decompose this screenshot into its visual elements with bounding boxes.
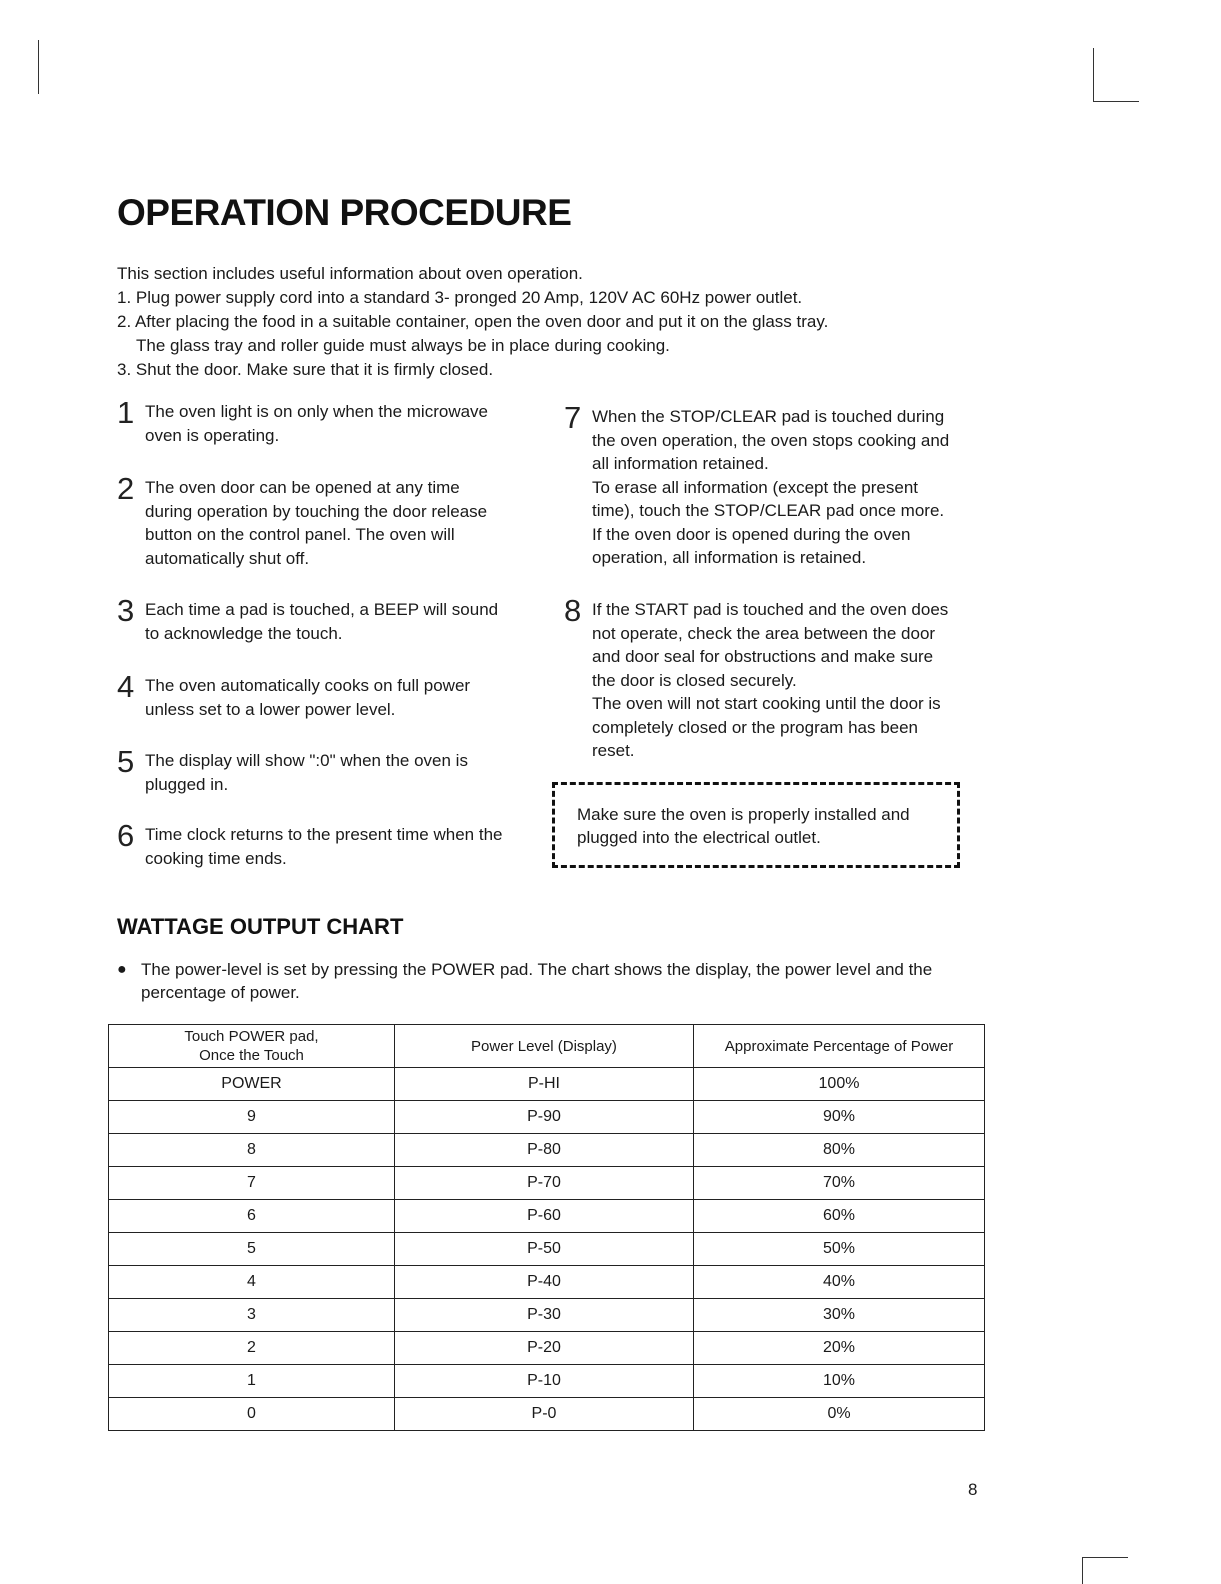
bullet-icon: ● — [117, 961, 127, 978]
note-number: 7 — [564, 400, 582, 435]
table-row — [109, 1233, 985, 1266]
note-line: The oven door can be opened at any time — [145, 478, 460, 497]
note-line: When the STOP/CLEAR pad is touched during — [592, 407, 945, 426]
note-line: If the START pad is touched and the oven does — [592, 600, 949, 619]
corner-mark — [1082, 1557, 1128, 1558]
corner-mark — [1093, 101, 1139, 102]
note-text — [592, 598, 948, 763]
column-header-percentage: Approximate Percentage of Power — [694, 1025, 985, 1068]
note-text — [145, 598, 498, 645]
note-line: cooking time ends. — [145, 848, 287, 868]
column-header-line: Touch POWER pad, — [184, 1028, 319, 1045]
note-number: 4 — [117, 669, 135, 704]
note-line: oven is operating. — [145, 425, 280, 445]
table-cell: P-50 — [395, 1233, 694, 1266]
table-cell: 60% — [694, 1200, 985, 1233]
note-line: the door is closed securely. — [592, 670, 797, 690]
table-cell: 7 — [109, 1167, 395, 1200]
table-cell: 9 — [109, 1101, 395, 1134]
note-text — [592, 405, 949, 570]
table-cell: 0 — [109, 1398, 395, 1431]
table-cell: P-HI — [395, 1068, 694, 1101]
table-row — [109, 1332, 985, 1365]
note-text — [145, 400, 488, 447]
note-line: The oven will not start cooking until the door is — [592, 694, 941, 713]
note-2 — [117, 471, 537, 570]
table-cell: P-10 — [395, 1365, 694, 1398]
note-number: 2 — [117, 471, 135, 506]
margin-mark — [38, 40, 39, 94]
note-line: Time clock returns to the present time when the — [145, 825, 503, 844]
intro-step-continued: The glass tray and roller guide must always be in place during cooking. — [136, 336, 670, 355]
notice-line: plugged into the electrical outlet. — [577, 828, 821, 847]
note-line: during operation by touching the door release — [145, 501, 488, 521]
note-line: The display will show ":0" when the oven is — [145, 751, 468, 770]
note-line: and door seal for obstructions and make sure — [592, 647, 934, 666]
note-7 — [564, 400, 989, 570]
corner-mark — [1082, 1557, 1083, 1584]
note-line: The oven light is on only when the microwave — [145, 402, 489, 421]
note-number: 8 — [564, 593, 582, 628]
intro-step: 1. Plug power supply cord into a standard 3- pronged 20 Amp, 120V AC 60Hz power outlet. — [117, 288, 803, 307]
table-row — [109, 1134, 985, 1167]
note-number: 3 — [117, 593, 135, 628]
table-cell: 80% — [694, 1134, 985, 1167]
table-row — [109, 1068, 985, 1101]
note-line: To erase all information (except the present — [592, 477, 919, 497]
note-line: reset. — [592, 741, 635, 760]
note-number: 6 — [117, 818, 135, 853]
note-text — [145, 674, 470, 721]
wattage-description — [117, 958, 997, 1004]
table-row — [109, 1200, 985, 1233]
note-1 — [117, 395, 537, 447]
table-cell: P-80 — [395, 1134, 694, 1167]
table-cell: 20% — [694, 1332, 985, 1365]
table-cell: 4 — [109, 1266, 395, 1299]
wattage-chart-title: WATTAGE OUTPUT CHART — [117, 914, 404, 939]
table-cell: 10% — [694, 1365, 985, 1398]
table-row — [109, 1266, 985, 1299]
note-line: plugged in. — [145, 774, 229, 794]
table-row — [109, 1398, 985, 1431]
table-cell: P-60 — [395, 1200, 694, 1233]
intro-step: 2. After placing the food in a suitable container, open the oven door and put it on the glass tray. — [117, 312, 829, 331]
table-row — [109, 1365, 985, 1398]
note-number: 1 — [117, 395, 135, 430]
note-line: The oven automatically cooks on full power — [145, 676, 471, 695]
table-cell: 30% — [694, 1299, 985, 1332]
note-text — [145, 749, 468, 796]
table-cell: P-30 — [395, 1299, 694, 1332]
column-header-power-level: Power Level (Display) — [395, 1025, 694, 1068]
table-cell: 3 — [109, 1299, 395, 1332]
note-5 — [117, 744, 537, 796]
table-cell: 90% — [694, 1101, 985, 1134]
note-8 — [564, 593, 989, 763]
table-cell: 0% — [694, 1398, 985, 1431]
table-cell: 100% — [694, 1068, 985, 1101]
table-cell: 6 — [109, 1200, 395, 1233]
table-cell: P-0 — [395, 1398, 694, 1431]
intro-step: 3. Shut the door. Make sure that it is firmly closed. — [117, 360, 494, 379]
note-text — [145, 823, 502, 870]
table-row — [109, 1299, 985, 1332]
notice-line: Make sure the oven is properly installed and — [577, 805, 910, 824]
table-header-row — [109, 1025, 985, 1068]
note-line: the oven operation, the oven stops cooking and — [592, 430, 950, 450]
note-line: not operate, check the area between the door — [592, 623, 936, 643]
note-line: time), touch the STOP/CLEAR pad once more. — [592, 501, 945, 520]
note-4 — [117, 669, 537, 721]
table-cell: P-70 — [395, 1167, 694, 1200]
note-line: automatically shut off. — [145, 548, 310, 568]
table-cell: 1 — [109, 1365, 395, 1398]
intro-line: This section includes useful information about oven operation. — [117, 264, 583, 283]
table-cell: P-90 — [395, 1101, 694, 1134]
table-cell: P-20 — [395, 1332, 694, 1365]
page-number: 8 — [968, 1480, 978, 1499]
note-text — [145, 476, 487, 570]
note-6 — [117, 818, 547, 870]
note-line: operation, all information is retained. — [592, 548, 867, 567]
table-cell: 2 — [109, 1332, 395, 1365]
note-line: to acknowledge the touch. — [145, 623, 343, 643]
wattage-output-table — [108, 1024, 985, 1431]
table-cell: POWER — [109, 1068, 395, 1101]
note-line: Each time a pad is touched, a BEEP will sound — [145, 600, 499, 619]
table-row — [109, 1167, 985, 1200]
intro-section — [117, 262, 1017, 382]
wattage-description-text: The power-level is set by pressing the POWER pad. The chart shows the display, the power level and the percentage of power. — [141, 960, 933, 1002]
note-3 — [117, 593, 537, 645]
page-title: OPERATION PROCEDURE — [117, 192, 572, 233]
note-line: If the oven door is opened during the oven — [592, 524, 911, 544]
table-cell: 8 — [109, 1134, 395, 1167]
table-cell: 40% — [694, 1266, 985, 1299]
column-header-touch — [109, 1025, 395, 1068]
note-line: completely closed or the program has been — [592, 717, 919, 737]
install-notice-box — [552, 782, 960, 868]
note-line: all information retained. — [592, 454, 769, 473]
note-line: button on the control panel. The oven will — [145, 525, 455, 544]
column-header-line: Once the Touch — [199, 1047, 304, 1064]
note-line: unless set to a lower power level. — [145, 699, 396, 719]
table-cell: 5 — [109, 1233, 395, 1266]
table-row — [109, 1101, 985, 1134]
table-cell: 70% — [694, 1167, 985, 1200]
corner-mark — [1093, 48, 1094, 102]
table-cell: 50% — [694, 1233, 985, 1266]
table-cell: P-40 — [395, 1266, 694, 1299]
note-number: 5 — [117, 744, 135, 779]
